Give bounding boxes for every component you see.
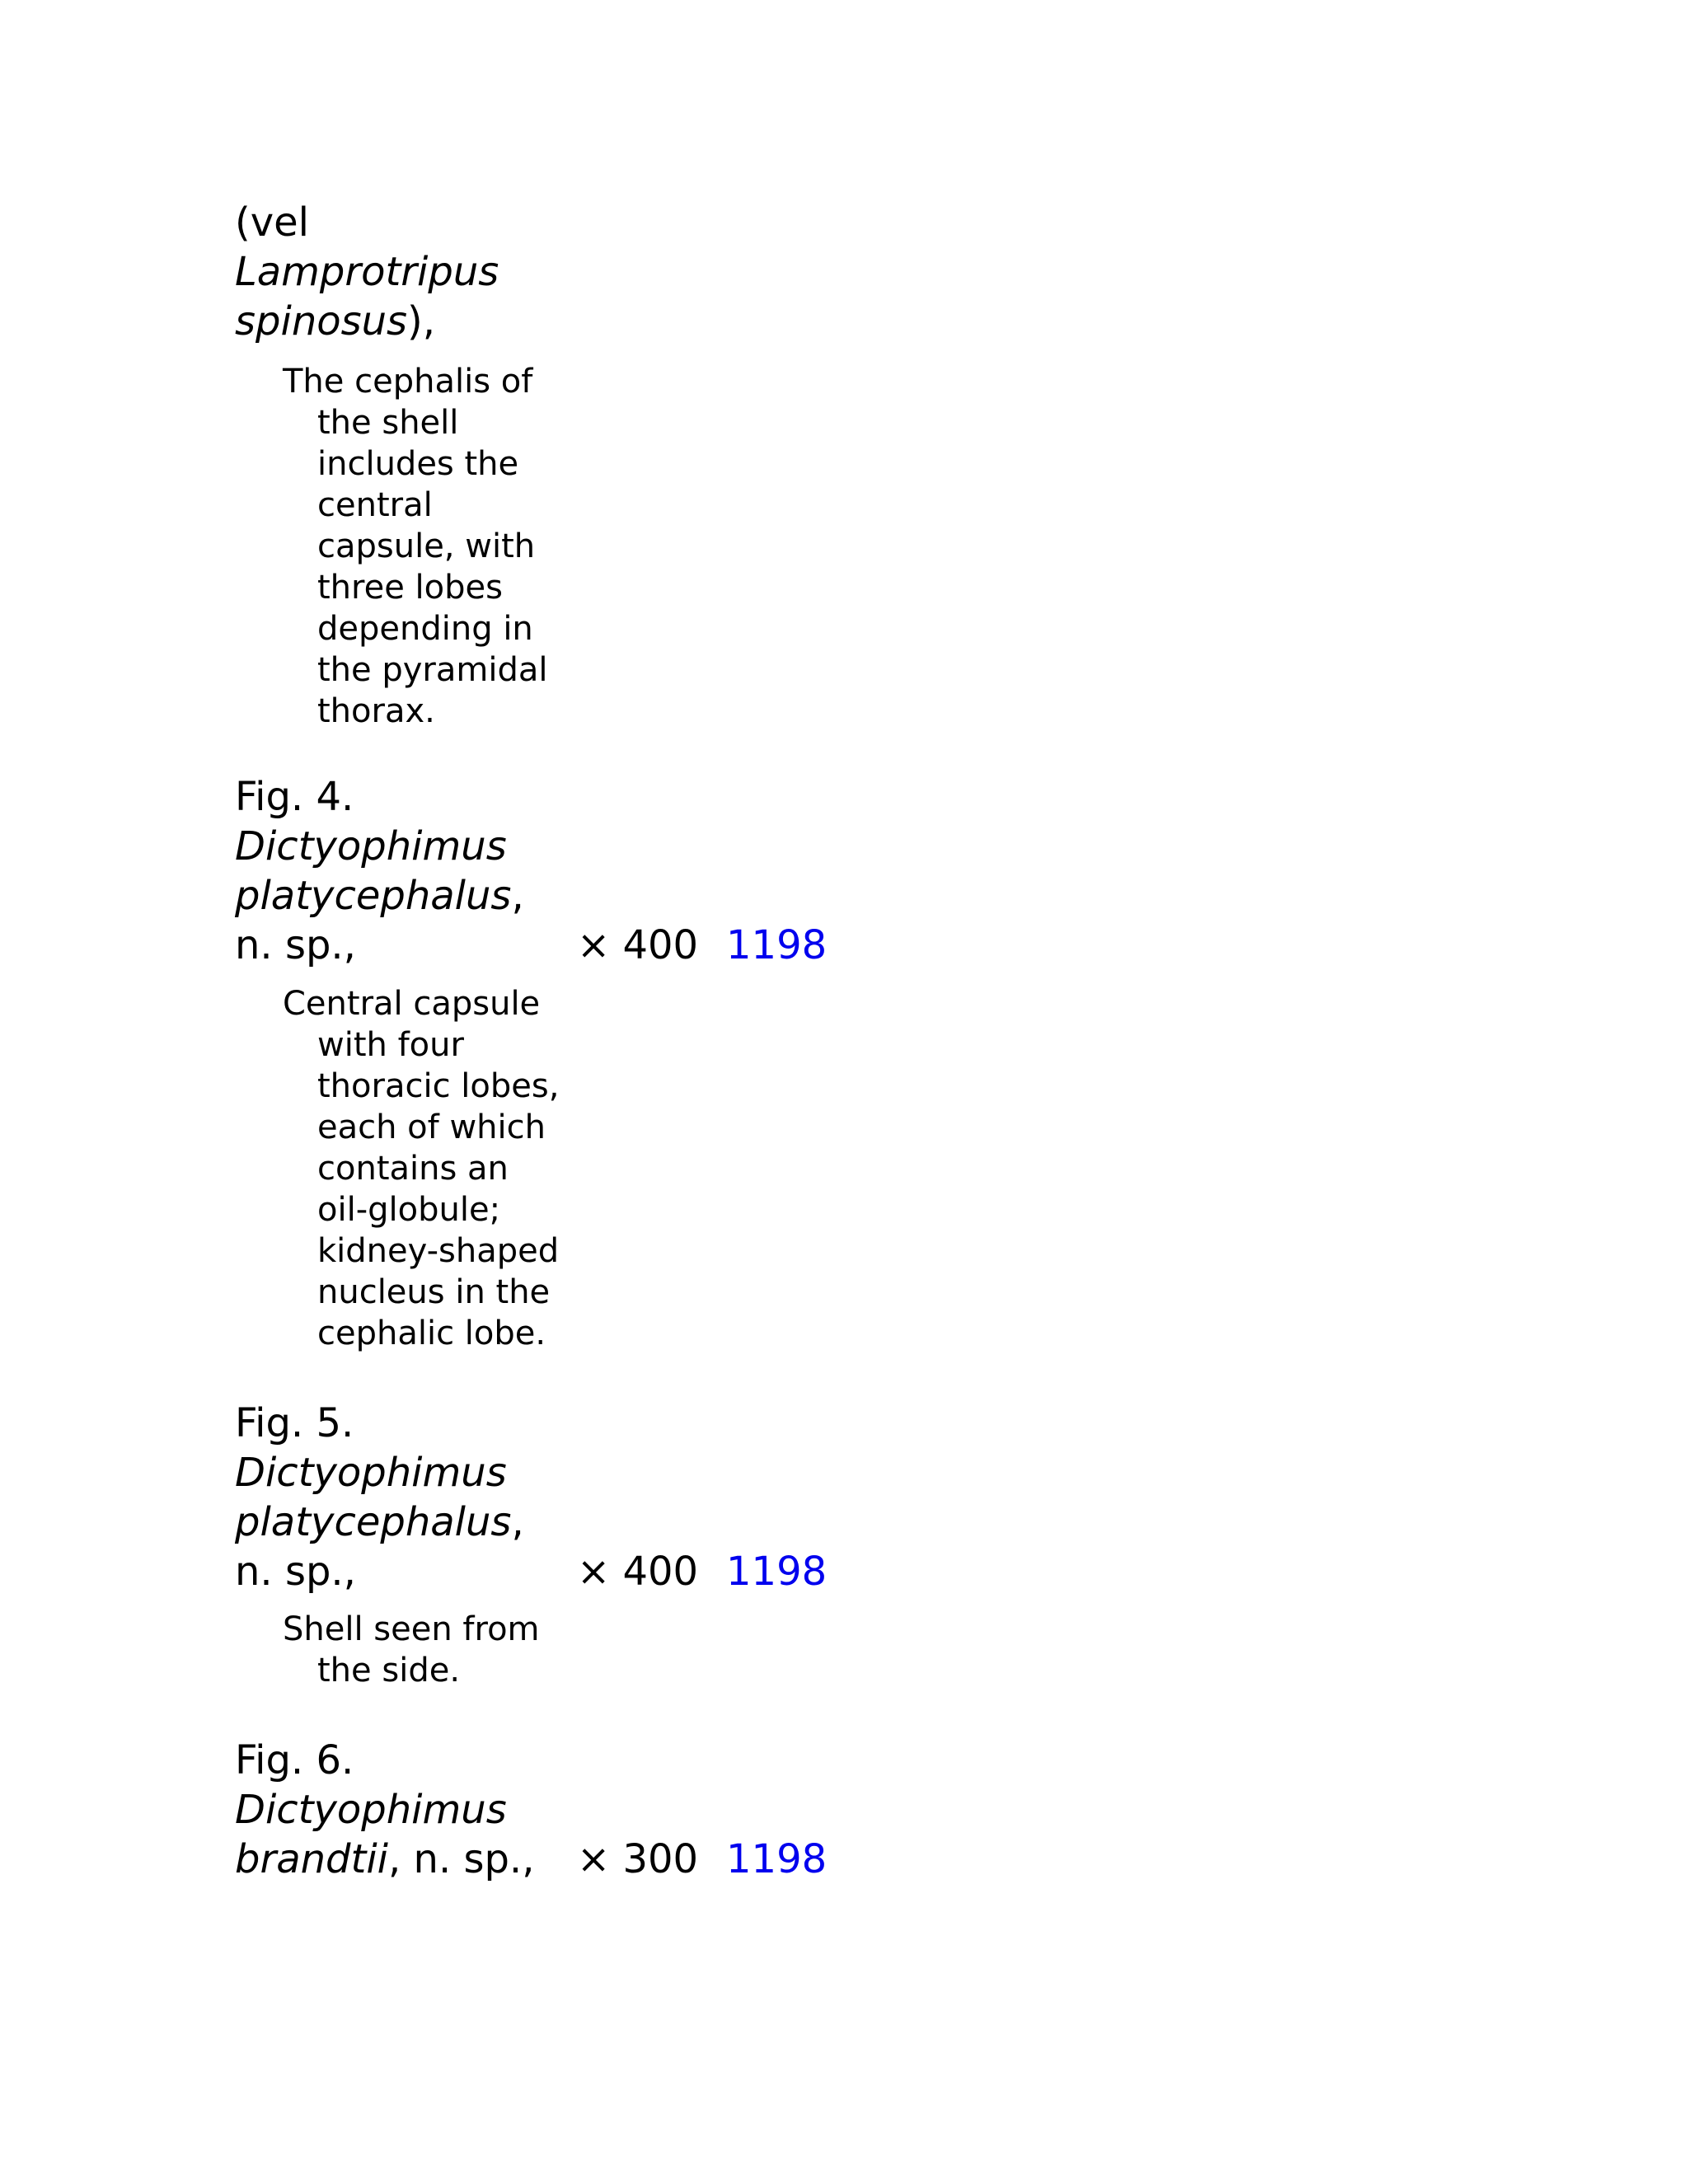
description-line: depending in: [317, 610, 533, 648]
description-line: with four: [317, 1026, 464, 1064]
magnification: × 400: [577, 1549, 699, 1595]
description-line: Shell seen from: [283, 1610, 540, 1648]
figure-description: [283, 983, 579, 1354]
name-text: ,: [511, 1499, 524, 1545]
figure-name-line: [235, 198, 565, 247]
description-line: thoracic lobes,: [317, 1067, 560, 1105]
name-text: (vel: [235, 199, 309, 246]
taxon-name: Dictyophimus: [235, 1450, 507, 1496]
name-text: , n. sp.,: [388, 1836, 535, 1882]
description-line: thorax.: [317, 692, 435, 730]
page-link[interactable]: 1198: [726, 1836, 828, 1882]
description-line: three lobes: [317, 569, 503, 607]
name-text: Fig. 4.: [235, 774, 354, 820]
page-link[interactable]: 1198: [726, 922, 828, 968]
taxon-name: Dictyophimus: [235, 1787, 507, 1833]
description-line: oil-globule;: [317, 1191, 501, 1229]
description-line: contains an: [317, 1150, 509, 1188]
figure-name-line: [235, 1785, 565, 1835]
name-text: n. sp.,: [235, 1549, 356, 1595]
magnification: × 300: [577, 1836, 699, 1882]
name-text: Fig. 5.: [235, 1400, 354, 1446]
figure-name-line: [235, 297, 565, 346]
taxon-name: brandtii: [235, 1836, 388, 1882]
figure-name-line: [235, 1448, 565, 1497]
description-line: the side.: [317, 1652, 461, 1690]
description-line: the shell: [317, 404, 459, 442]
description-line: cephalic lobe.: [317, 1315, 546, 1352]
figure-name-line: [235, 247, 565, 297]
figure-name-line: [235, 1736, 565, 1785]
figure-description: [283, 1609, 579, 1691]
page-link[interactable]: 1198: [726, 1549, 828, 1595]
figure-name: [235, 1399, 565, 1596]
figure-name-line: [235, 871, 565, 921]
name-text: Fig. 6.: [235, 1737, 354, 1783]
description-line: each of which: [317, 1108, 546, 1146]
figure-name: [235, 1736, 565, 1884]
figure-name: [235, 772, 565, 970]
description-line: nucleus in the: [317, 1273, 551, 1311]
magnification: × 400: [577, 922, 699, 968]
figure-name-line: [235, 822, 565, 871]
description-line: central: [317, 486, 433, 524]
description-line: the pyramidal: [317, 651, 548, 689]
figure-name: [235, 198, 565, 346]
name-text: ,: [511, 873, 524, 919]
name-text: n. sp.,: [235, 922, 356, 968]
figure-description: [283, 361, 579, 732]
description-line: capsule, with: [317, 527, 536, 565]
figure-name-line: [235, 1497, 565, 1547]
taxon-name: platycephalus: [235, 1499, 512, 1545]
description-line: Central capsule: [283, 985, 541, 1023]
name-text: ),: [407, 298, 436, 344]
figure-name-line: [235, 772, 565, 822]
figure-name-line: [235, 1399, 565, 1448]
taxon-name: Lamprotripus: [235, 249, 499, 295]
figure-name-line: [235, 1547, 565, 1596]
taxon-name: Dictyophimus: [235, 823, 507, 869]
description-line: kidney-shaped: [317, 1232, 560, 1270]
description-line: The cephalis of: [283, 363, 533, 401]
description-line: includes the: [317, 445, 519, 483]
taxon-name: spinosus: [235, 298, 408, 344]
taxon-name: platycephalus: [235, 873, 512, 919]
figure-name-line: [235, 921, 565, 970]
figure-name-line: [235, 1835, 565, 1884]
